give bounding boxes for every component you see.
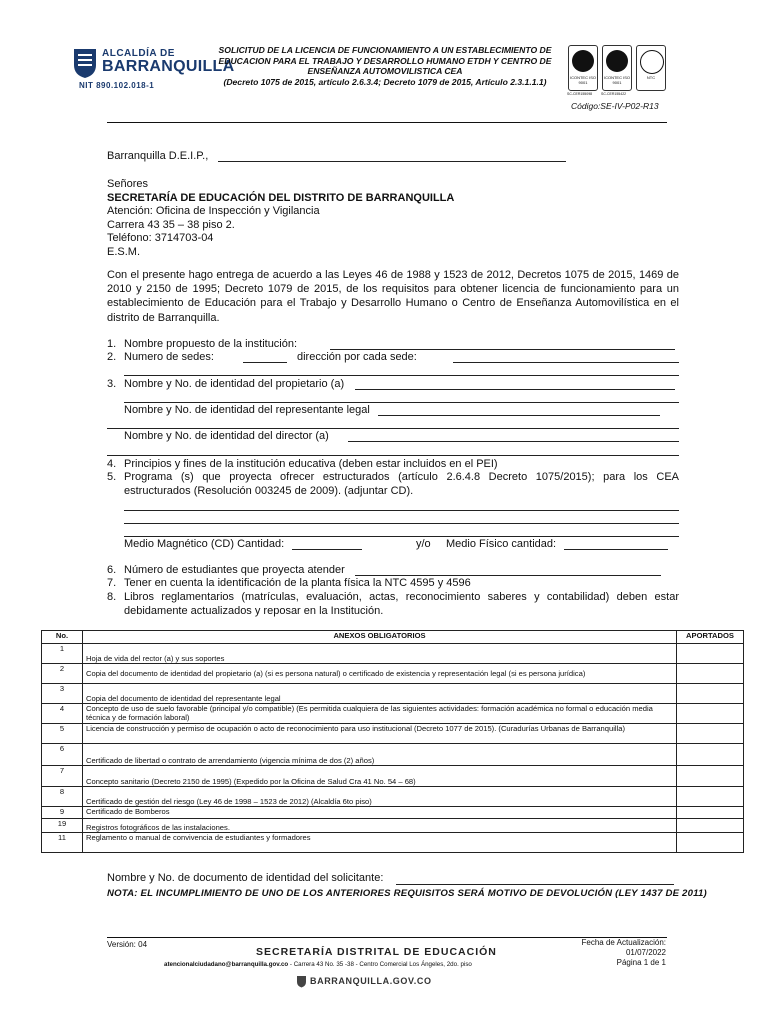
ntc-cert-logo: NTC xyxy=(636,45,666,91)
version-label: Versión: 04 xyxy=(107,940,148,949)
alcaldia-logo xyxy=(72,45,235,95)
form-title xyxy=(210,45,560,87)
provided-cell[interactable] xyxy=(677,766,744,787)
row-text: Certificado de Bomberos xyxy=(83,807,677,819)
students-line[interactable] xyxy=(355,575,661,576)
recipient-name: SECRETARÍA DE EDUCACIÓN DEL DISTRITO DE BARRANQUILLA xyxy=(107,191,455,204)
item-3-label: Nombre y No. de identidad del propietario (a) xyxy=(124,378,345,390)
sedes-count-line[interactable] xyxy=(243,362,287,363)
recipient-block xyxy=(107,178,454,259)
owner-line[interactable] xyxy=(355,389,675,390)
provided-cell[interactable] xyxy=(677,807,744,819)
row-text: Registros fotográficos de las instalaciones. xyxy=(83,819,677,833)
applicant-line[interactable] xyxy=(396,884,674,885)
director-label: Nombre y No. de identidad del director (a) xyxy=(124,430,329,442)
item-number: 7. xyxy=(107,577,117,589)
row-number: 7 xyxy=(42,766,83,787)
item-4-label: Principios y fines de la institución educativa (deben estar incluidos en el PEI) xyxy=(124,458,498,470)
row-text: Certificado de libertad o contrato de arrendamiento (vigencia mínima de dos (2) años) xyxy=(83,744,677,766)
item-number: 3. xyxy=(107,378,117,390)
row-number: 11 xyxy=(42,833,83,853)
title-line: EDUCACION PARA EL TRABAJO Y DESARROLLO HUMANO ETDH Y CENTRO DE xyxy=(218,55,552,66)
magnetic-media-label: Medio Magnético (CD) Cantidad: xyxy=(124,538,285,550)
row-text: Copia del documento de identidad del propietario (a) (si es persona natural) o certificado de existencia y representación legal (si es persona jurídica) xyxy=(83,664,677,684)
document-code: Código:SE-IV-P02-R13 xyxy=(571,101,659,111)
row-text: Concepto sanitario (Decreto 2150 de 1995) (Expedido por la Oficina de Salud Cra 41 No. 54 – 68) xyxy=(83,766,677,787)
annex-table xyxy=(41,630,744,853)
row-number: 3 xyxy=(42,684,83,704)
recipient-phone: Teléfono: 3714703-04 xyxy=(107,232,214,244)
magnetic-media-line[interactable] xyxy=(292,549,362,550)
intro-paragraph: Con el presente hago entrega de acuerdo a las Leyes 46 de 1988 y 1523 de 2012, Decretos 1075 de 2015, 1469 de 2010 y 2150 de 1995; Decreto 1079 de 2015, de los requisitos para obtener licencia de funcionamiento para un establecimiento de Educación para el Trabajo y Desarrollo Humano o Centro de Enseñanza Automovilística en el distrito de Barranquilla. xyxy=(107,269,679,324)
title-line: ENSEÑANZA AUTOMOVILISTICA CEA xyxy=(307,66,463,76)
item-number: 8. xyxy=(107,591,117,603)
row-number: 2 xyxy=(42,664,83,684)
row-number: 1 xyxy=(42,644,83,664)
salutation: Señores xyxy=(107,178,148,190)
item-5-label: Programa (s) que proyecta ofrecer estructurados (artículo 2.6.4.8 Decreto 1075/2015); para los CEA estructurados (Resolución 003245 de 2009). (adjuntar CD). xyxy=(124,471,679,497)
header-divider xyxy=(107,122,667,123)
item-number: 1. xyxy=(107,338,117,350)
table-header-row xyxy=(42,631,744,644)
provided-cell[interactable] xyxy=(677,644,744,664)
place-label: Barranquilla D.E.I.P., xyxy=(107,150,209,162)
programs-line[interactable] xyxy=(124,523,679,524)
director-line[interactable] xyxy=(348,441,679,442)
sede-address-line[interactable] xyxy=(453,362,679,363)
programs-line[interactable] xyxy=(124,536,679,537)
certification-logos xyxy=(568,45,664,97)
item-8-label: Libros reglamentarios (matrículas, evaluación, actas, reconocimiento saberes y contabilidad) deben estar debidamente actualizados y reposar en la Institución. xyxy=(124,591,679,617)
table-row xyxy=(42,644,744,664)
row-text: Copia del documento de identidad del representante legal xyxy=(83,684,677,704)
item-number: 2. xyxy=(107,351,117,363)
secretaria-footer-title: SECRETARÍA DISTRITAL DE EDUCACIÓN xyxy=(256,946,497,958)
item-2-address-label: dirección por cada sede: xyxy=(297,351,417,363)
recipient-esm: E.S.M. xyxy=(107,245,141,258)
col-header-provided: APORTADOS xyxy=(677,631,744,644)
applicant-label: Nombre y No. de documento de identidad del solicitante: xyxy=(107,872,384,884)
table-row xyxy=(42,684,744,704)
row-number: 5 xyxy=(42,724,83,744)
provided-cell[interactable] xyxy=(677,787,744,807)
shield-icon xyxy=(72,47,98,79)
item-1-label: Nombre propuesto de la institución: xyxy=(124,338,298,350)
legal-rep-line-2[interactable] xyxy=(107,428,679,429)
title-line: SOLICITUD DE LA LICENCIA DE FUNCIONAMIENTO A UN ESTABLECIMIENTO DE xyxy=(218,45,552,55)
item-number: 4. xyxy=(107,458,117,470)
provided-cell[interactable] xyxy=(677,744,744,766)
and-or-label: y/o xyxy=(416,538,431,550)
logo-big-text: BARRANQUILLA xyxy=(102,58,235,75)
provided-cell[interactable] xyxy=(677,664,744,684)
icontec-cert-logo: ICONTEC ISO 9001 SC-CER155422 xyxy=(602,45,632,91)
table-row xyxy=(42,704,744,724)
table-row xyxy=(42,766,744,787)
row-number: 6 xyxy=(42,744,83,766)
table-row xyxy=(42,744,744,766)
footer-meta xyxy=(560,938,666,968)
row-number: 8 xyxy=(42,787,83,807)
col-header-annex: ANEXOS OBLIGATORIOS xyxy=(83,631,677,644)
update-date-label: Fecha de Actualización: xyxy=(581,938,666,947)
row-number: 9 xyxy=(42,807,83,819)
provided-cell[interactable] xyxy=(677,704,744,724)
director-line-2[interactable] xyxy=(107,455,679,456)
table-row xyxy=(42,664,744,684)
institution-name-line[interactable] xyxy=(330,349,675,350)
shield-icon xyxy=(296,975,307,988)
footer-email-link[interactable]: atencionalciudadano@barranquilla.gov.co xyxy=(164,961,289,968)
row-text: Licencia de construcción y permiso de ocupación o acto de reconocimiento para uso institucional (Decreto 1077 de 2015). (Curadurías Urbanas de Barranquilla) xyxy=(83,724,677,744)
row-number: 4 xyxy=(42,704,83,724)
programs-line[interactable] xyxy=(124,510,679,511)
physical-media-label: Medio Físico cantidad: xyxy=(446,538,557,550)
item-number: 6. xyxy=(107,564,117,576)
recipient-address: Carrera 43 35 – 38 piso 2. xyxy=(107,218,235,231)
date-input-line[interactable] xyxy=(218,161,566,162)
provided-cell[interactable] xyxy=(677,819,744,833)
row-text: Concepto de uso de suelo favorable (principal y/o compatible) (Es permitida cualquiera de las siguientes actividades: formación académica no formal o educación media técnica y de formación laboral) xyxy=(83,704,677,724)
row-text: Reglamento o manual de convivencia de estudiantes y formadores xyxy=(83,833,677,853)
footer-site-link[interactable]: BARRANQUILLA.GOV.CO xyxy=(310,976,432,986)
update-date: 01/07/2022 xyxy=(625,948,666,957)
table-row xyxy=(42,787,744,807)
note-text: NOTA: EL INCUMPLIMIENTO DE UNO DE LOS ANTERIORES REQUISITOS SERÁ MOTIVO DE DEVOLUCIÓN (LEY 1437 DE 2011) xyxy=(107,888,707,899)
row-text: Hoja de vida del rector (a) y sus soportes xyxy=(83,644,677,664)
col-header-no: No. xyxy=(42,631,83,644)
item-2-label: Numero de sedes: xyxy=(124,351,214,363)
page-number: Página 1 de 1 xyxy=(616,958,666,967)
item-number: 5. xyxy=(107,471,117,483)
icontec-cert-logo: ICONTEC ISO 9001 SC-CER155098 xyxy=(568,45,598,91)
item-6-label: Número de estudiantes que proyecta atender xyxy=(124,564,345,576)
row-text: Certificado de gestión del riesgo (Ley 46 de 1998 – 1523 de 2012) (Alcaldía 6to piso) xyxy=(83,787,677,807)
provided-cell[interactable] xyxy=(677,833,744,853)
nit-text: NIT 890.102.018-1 xyxy=(79,81,155,90)
sede-address-line-2[interactable] xyxy=(124,375,679,376)
provided-cell[interactable] xyxy=(677,724,744,744)
legal-rep-line[interactable] xyxy=(378,415,660,416)
recipient-attention: Atención: Oficina de Inspección y Vigilancia xyxy=(107,205,320,217)
provided-cell[interactable] xyxy=(677,684,744,704)
footer-address: - Carrera 43 No. 35 -38 - Centro Comercial Los Ángeles, 2do. piso xyxy=(288,961,472,968)
title-line: (Decreto 1075 de 2015, artículo 2.6.3.4; Decreto 1079 de 2015, Artículo 2.3.1.1.1) xyxy=(223,76,547,87)
physical-media-line[interactable] xyxy=(564,549,668,550)
row-number: 19 xyxy=(42,819,83,833)
table-row xyxy=(42,819,744,833)
item-7-label: Tener en cuenta la identificación de la planta física la NTC 4595 y 4596 xyxy=(124,577,471,589)
logo-small-text: ALCALDÍA DE xyxy=(102,48,175,59)
table-row xyxy=(42,807,744,819)
table-row xyxy=(42,833,744,853)
owner-line-2[interactable] xyxy=(124,402,679,403)
legal-rep-label: Nombre y No. de identidad del representante legal xyxy=(124,404,370,416)
table-row xyxy=(42,724,744,744)
